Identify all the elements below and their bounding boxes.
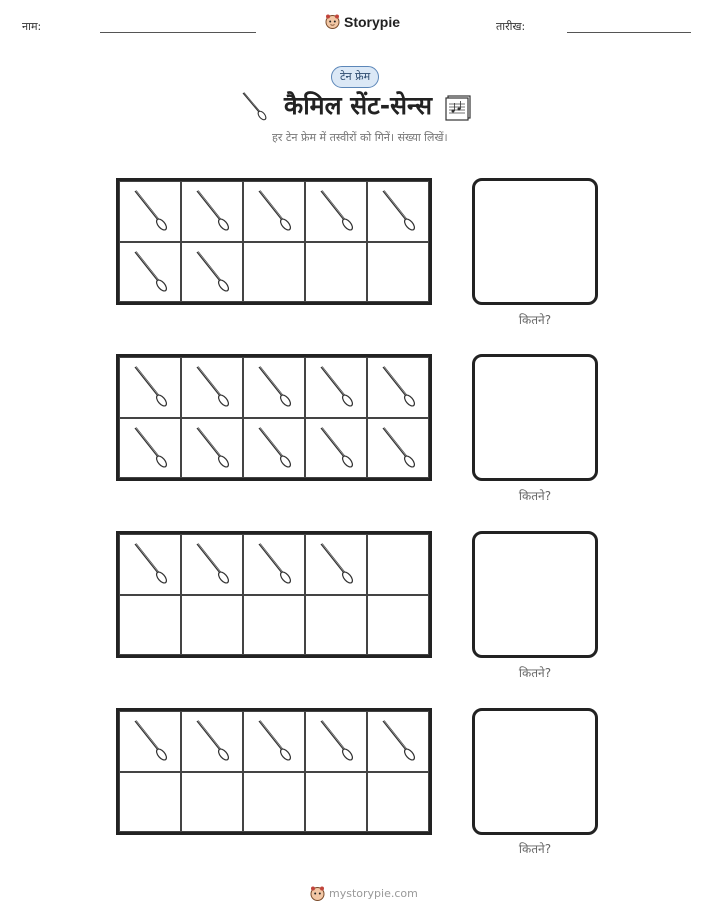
ten-frame	[116, 178, 432, 305]
frame-cell	[181, 595, 243, 656]
frame-cell	[367, 242, 429, 303]
frame-cell	[367, 418, 429, 479]
conductor-baton-icon	[130, 540, 170, 588]
frame-cell	[243, 595, 305, 656]
conductor-baton-icon	[316, 424, 356, 472]
conductor-baton-icon	[130, 363, 170, 411]
answer-prompt: कितने?	[518, 313, 552, 327]
brand-logo	[325, 13, 400, 30]
ten-frame	[116, 354, 432, 481]
topic-badge: टेन फ्रेम	[331, 66, 379, 88]
conductor-baton-icon	[130, 424, 170, 472]
answer-prompt: कितने?	[518, 489, 552, 503]
date-field[interactable]	[567, 32, 691, 33]
answer-box[interactable]	[472, 531, 598, 658]
sheet-music-icon	[444, 92, 474, 122]
frame-cell	[243, 418, 305, 479]
frame-cell	[305, 534, 367, 595]
storypie-mascot-icon	[325, 13, 340, 30]
answer-prompt: कितने?	[518, 842, 552, 856]
frame-cell	[181, 711, 243, 772]
frame-cell	[305, 181, 367, 242]
answer-box[interactable]	[472, 178, 598, 305]
conductor-baton-icon	[192, 540, 232, 588]
conductor-baton-icon	[378, 363, 418, 411]
conductor-baton-icon	[130, 187, 170, 235]
conductor-baton-icon	[378, 424, 418, 472]
frame-cell	[367, 595, 429, 656]
conductor-baton-icon	[192, 187, 232, 235]
conductor-baton-icon	[254, 717, 294, 765]
conductor-baton-icon	[316, 717, 356, 765]
answer-box[interactable]	[472, 354, 598, 481]
frame-cell	[305, 418, 367, 479]
frame-cell	[181, 181, 243, 242]
conductor-baton-icon	[192, 248, 232, 296]
answer-prompt: कितने?	[518, 666, 552, 680]
frame-cell	[119, 595, 181, 656]
conductor-baton-icon	[130, 248, 170, 296]
conductor-baton-icon	[254, 187, 294, 235]
conductor-baton-icon	[240, 90, 268, 122]
name-label: नाम:	[22, 20, 42, 33]
conductor-baton-icon	[192, 363, 232, 411]
frame-cell	[367, 181, 429, 242]
frame-cell	[305, 357, 367, 418]
frame-cell	[305, 242, 367, 303]
frame-cell	[181, 357, 243, 418]
conductor-baton-icon	[192, 717, 232, 765]
frame-cell	[243, 711, 305, 772]
frame-cell	[119, 418, 181, 479]
frame-cell	[243, 242, 305, 303]
page-title: कैमिल सेंट-सेन्स	[284, 91, 433, 120]
frame-cell	[119, 534, 181, 595]
frame-cell	[119, 772, 181, 833]
conductor-baton-icon	[254, 540, 294, 588]
conductor-baton-icon	[192, 424, 232, 472]
frame-cell	[181, 534, 243, 595]
frame-cell	[243, 534, 305, 595]
name-field[interactable]	[100, 32, 256, 33]
frame-cell	[305, 772, 367, 833]
frame-cell	[119, 242, 181, 303]
frame-cell	[181, 418, 243, 479]
conductor-baton-icon	[316, 363, 356, 411]
storypie-mascot-icon	[310, 885, 325, 902]
conductor-baton-icon	[254, 363, 294, 411]
ten-frame	[116, 708, 432, 835]
frame-cell	[181, 242, 243, 303]
frame-cell	[367, 534, 429, 595]
conductor-baton-icon	[316, 187, 356, 235]
footer	[310, 885, 418, 902]
ten-frame	[116, 531, 432, 658]
footer-url: mystorypie.com	[329, 887, 418, 900]
frame-cell	[305, 595, 367, 656]
conductor-baton-icon	[254, 424, 294, 472]
frame-cell	[119, 357, 181, 418]
answer-box[interactable]	[472, 708, 598, 835]
frame-cell	[367, 357, 429, 418]
frame-cell	[243, 181, 305, 242]
brand-name: Storypie	[344, 13, 401, 30]
frame-cell	[119, 181, 181, 242]
frame-cell	[367, 711, 429, 772]
frame-cell	[181, 772, 243, 833]
conductor-baton-icon	[378, 187, 418, 235]
frame-cell	[243, 772, 305, 833]
frame-cell	[119, 711, 181, 772]
frame-cell	[367, 772, 429, 833]
frame-cell	[243, 357, 305, 418]
date-label: तारीख:	[496, 20, 526, 33]
conductor-baton-icon	[378, 717, 418, 765]
frame-cell	[305, 711, 367, 772]
instructions: हर टेन फ्रेम में तस्वीरों को गिनें। संख्या लिखें।	[272, 131, 448, 144]
conductor-baton-icon	[130, 717, 170, 765]
conductor-baton-icon	[316, 540, 356, 588]
